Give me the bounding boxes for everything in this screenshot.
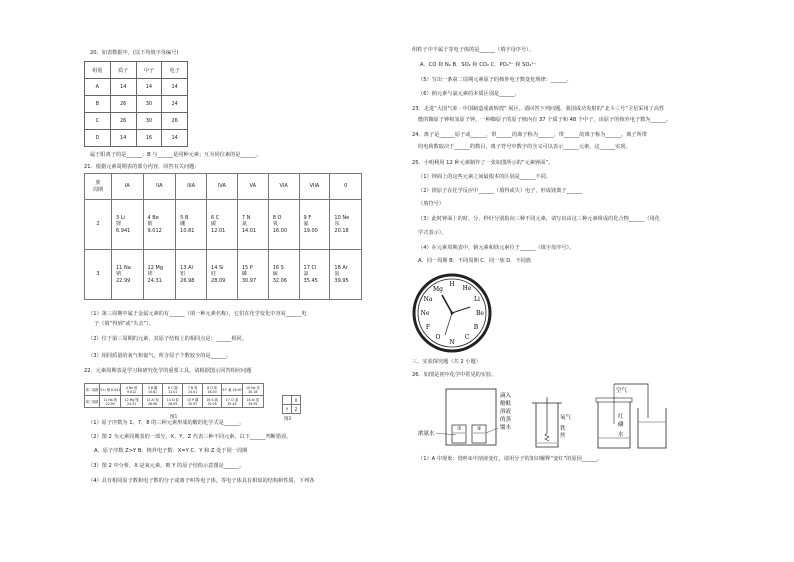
q20-title: 20．如表数据中，(以下均填字母编号) (90, 50, 179, 56)
pt-period-num: 2 (85, 200, 112, 250)
clock-n5: C (464, 334, 470, 341)
element-clock (412, 273, 492, 353)
fig1-element: 18 Ar 氩 39.95 (242, 396, 263, 408)
clock-hour-hand (442, 295, 452, 313)
q23-b: 能的铷原子钟和氢原子钟。一种铷原子的原子核内有 37 个质子和 48 个中子，该原子的核外电子数为______。 (418, 117, 672, 123)
q20-cell: 14 (162, 130, 188, 147)
iron-label: 铁 (560, 426, 566, 432)
fig1-element: 17 Cl 氯 35.45 (222, 396, 242, 408)
pt-element: 10 Ne 氖 20.18 (330, 200, 362, 250)
pt-element: 9 F 氟 19.00 (299, 200, 330, 250)
q22-title: 22．元素周期表是学习和研究化学的重要工具。请根据图示回答相应问题 (84, 368, 252, 374)
water-beaker (638, 408, 666, 448)
q20-cell: 14 (136, 79, 162, 96)
q25-title: 25．小明利用 12 种元素制作了一张如图所示的“元素钟面”。 (412, 160, 554, 166)
pt-element: 7 N 氮 14.01 (237, 200, 268, 250)
q20-cell: 30 (136, 113, 162, 130)
q25-q2: （2）镁原子在化学反应中______（填得或失）电子，形成镁离子______ (418, 188, 583, 194)
q25-q3b: 学式表示）。 (418, 230, 447, 236)
pt-group-head: VIIA (299, 174, 330, 200)
pt-corner-period: 周期 (92, 186, 103, 193)
fig1-element: 15 P 磷 30.97 (183, 396, 202, 408)
fig1-element: 9 F 氟 19.00 (222, 384, 242, 396)
air-label: 空气 (616, 388, 628, 394)
clock-n12: H (449, 281, 455, 288)
q20-cell: 26 (110, 113, 136, 130)
periodic-table-fig1 (84, 383, 264, 408)
fig1-rowhead: 第二周期 (85, 384, 100, 396)
pt-corner-group: 族 (95, 180, 101, 186)
bell-jar (446, 389, 496, 445)
q21-q1: （1）第三周期中属于金属元素的有______（填一种元素名称），它们在化学变化中容易______电 (88, 311, 307, 317)
fig1-element: 12 Mg 镁 24.31 (121, 396, 143, 408)
fig1-element: 5 B 硼 10.81 (142, 384, 162, 396)
pt-element: 4 Be 铍 9.012 (143, 200, 176, 250)
q21-q3: （3）相同质量的氧气和氦气，所含原子个数较少的是______。 (88, 353, 232, 359)
periodic-table (84, 173, 362, 300)
pt-element: 12 Mg 镁 24.31 (143, 250, 176, 300)
r-options: A．CO 和 N₂ B．SO₂ 和 CO₂ C．PO₄³⁻ 和 SO₄²⁻ (420, 62, 537, 68)
label-a3: 溶液 (500, 409, 512, 415)
clock-n7: O (435, 334, 441, 341)
clock-minute-hand (452, 307, 470, 313)
q20-cell: 30 (136, 96, 162, 113)
q25-q1: （1）钟面上的这些元素之间最根本的区别是______不同。 (418, 174, 551, 180)
q20-cell: D (85, 130, 111, 147)
iron-coil (545, 433, 549, 441)
pt-group-head: IIA (143, 174, 176, 200)
fig1-element: 13 Al 铝 26.98 (142, 396, 162, 408)
pt-element: 14 Si 硅 28.09 (207, 250, 238, 300)
xyz-x: X (292, 396, 301, 405)
pt-group-head: VIA (268, 174, 299, 200)
q22-q4: （4）具有相同原子数和电子数的分子或离子叫等电子体，等电子体具有相似的结构和性质，下列各 (88, 478, 315, 484)
clock-center (451, 312, 454, 315)
q22-q2: （2）图 2 为元素周期表的一部分，X、Y、Z 代表三种不同元素，以下______判断错误。 (88, 434, 292, 440)
q20-table (84, 61, 188, 147)
q24-b: 的电荷数取决于______的数目，离子符号中数字的含义可以表示______元素，这______实现。 (418, 144, 631, 150)
experiment-b-diagram (530, 395, 580, 451)
experiment-a-diagram (418, 383, 528, 451)
q20-cell: A (85, 79, 111, 96)
pt-element: 16 S 硫 32.06 (268, 250, 299, 300)
q21-q1b: 子（填“得到”或“失去”）。 (94, 321, 155, 327)
q20-footer: 属于阳离子的是______；B 与______是同种元素；互为同位素的是______。 (90, 152, 262, 158)
beaker-1-label: ① (457, 426, 462, 432)
q25-q4: （4）在元素周期表中，钠元素和镁元素位于______（填字母序号）。 (418, 245, 575, 251)
fig1-element: 10 Ne 氖 20.18 (242, 384, 263, 396)
pt-element: 13 Al 铝 26.98 (176, 250, 207, 300)
fig1-rowhead: 第三周期 (85, 396, 100, 408)
q20-cell: 26 (110, 96, 136, 113)
q26-title: 26．如图是初中化学中常见的实验。 (412, 372, 497, 378)
fig1-element: 3 Li 锂 6.941 (100, 384, 121, 396)
section-3-title: 三、实验探究题（共 2 小题） (412, 359, 481, 365)
fig1-element: 14 Si 硅 28.09 (163, 396, 183, 408)
clock-n11: Mg (433, 286, 443, 293)
conc-ammonia-label: 浓氨水 (418, 431, 435, 437)
q26-q1: （1）A 中现象：烧杯②中溶液变红，请用分子的知识解释“变红”的原因______。 (418, 456, 603, 462)
q20-cell: 14 (162, 79, 188, 96)
pt-group-head: IA (112, 174, 144, 200)
clock-n10: Na (423, 296, 433, 303)
xyz-y: Y (283, 405, 292, 414)
q20-cell: 26 (162, 113, 188, 130)
clock-n3: Be (476, 310, 484, 317)
fig1-element: 4 Be 铍 9.012 (121, 384, 143, 396)
q21-title: 21．根据元素周期表的部分内容，回答有关问题： (84, 164, 200, 170)
clock-n8: F (425, 324, 431, 331)
pt-corner (85, 174, 112, 200)
q20-cell: 16 (136, 130, 162, 147)
q20-header: 中子 (136, 62, 162, 79)
fig1-element: 8 O 氧 16.00 (202, 384, 222, 396)
fig1-label: 图1 (170, 415, 178, 420)
pt-group-head: IIIA (176, 174, 207, 200)
oxygen-label: 氧气 (560, 415, 572, 421)
wire-label: 丝 (560, 433, 566, 439)
label-a4: 的蒸 (500, 417, 512, 423)
clock-n6: N (449, 339, 455, 346)
pt-element: 6 C 碳 12.01 (207, 200, 238, 250)
pt-element: 17 Cl 氯 35.45 (299, 250, 330, 300)
q20-header: 质子 (110, 62, 136, 79)
beaker-2-label: ② (477, 426, 482, 432)
pt-element: 15 P 磷 30.97 (237, 250, 268, 300)
pt-group-head: 0 (330, 174, 362, 200)
fig1-element: 6 C 碳 12.01 (163, 384, 183, 396)
xyz-empty (283, 396, 292, 405)
pt-period-num: 3 (85, 250, 112, 300)
pt-element: 3 Li 锂 6.941 (112, 200, 144, 250)
pt-element: 18 Ar 氩 39.95 (330, 250, 362, 300)
q20-header: 电子 (162, 62, 188, 79)
q22-q3: （3）图 2 中分析，X 是氧元素，则 Y 的原子结构示意图是______。 (88, 463, 245, 469)
fig1-element: 11 Na 钠 22.99 (100, 396, 121, 408)
q20-cell: 14 (110, 79, 136, 96)
xyz-z: Z (292, 405, 301, 414)
red-label: 红 (618, 414, 624, 420)
q22-q2-options: A．原子序数 Z>Y B．核外电子数：X=Y C．Y 和 Z 处于同一周期 (94, 448, 248, 454)
experiment-c-diagram (592, 378, 672, 452)
label-a2: 酚酞 (500, 401, 512, 407)
pt-element: 8 O 氧 16.00 (268, 200, 299, 250)
q25-q2b: （填符号） (418, 201, 444, 207)
q24-a: 24．离子是______原子或______，带______的离子称为______，带______的离子称为______。离子所带 (412, 132, 647, 138)
pt-element: 11 Na 钠 22.99 (112, 250, 144, 300)
clock-n1: He (462, 285, 472, 292)
clock-second-hand (445, 313, 452, 335)
clock-n4: B (473, 324, 479, 331)
label-a1: 滴入 (500, 393, 512, 399)
pt-group-head: VA (237, 174, 268, 200)
fig1-element: 7 N 氮 14.01 (183, 384, 202, 396)
q20-header: 组别 (85, 62, 111, 79)
q20-cell: C (85, 113, 111, 130)
phosphorus-label: 磷 (618, 422, 624, 428)
q25-options: A．同一周期 B．不同周期 C．同一族 D．不同族 (418, 258, 532, 264)
xyz-grid (282, 395, 301, 414)
q22-q1: （1）原子序数为 1、7、8 的三种元素形成的酸的化学式是______。 (88, 420, 245, 426)
q23-a: 23．走进“大国气象 · 中国制造成就辉煌” 展区。请回答下列问题。我国成功发射的“北斗三号”卫星采用了高性 (412, 106, 665, 112)
label-a5: 馏水 (500, 425, 512, 431)
clock-n9: Ne (420, 310, 430, 317)
r-q5: （5）写出一条第二周期元素原子的核外电子数变化规律：______。 (418, 77, 572, 83)
pt-element: 5 B 硼 10.81 (176, 200, 207, 250)
q20-cell: B (85, 96, 111, 113)
water-label: 水 (618, 432, 624, 438)
clock-n2: Li (474, 296, 480, 303)
q20-cell: 14 (110, 130, 136, 147)
r-q6: （6）钠元素与氯元素的本质区别是______。 (418, 91, 520, 97)
pt-group-head: IVA (207, 174, 238, 200)
r-line1: 组粒子中不属于等电子体的是______（填字母序号）。 (412, 47, 534, 53)
q25-q3: （3）此时钟面上的时、分、秒针分别指向三种不同元素，请写出由这三种元素组成的化合物______（用化 (418, 216, 660, 222)
q20-cell: 24 (162, 96, 188, 113)
q21-q2: （2）位于第三周期的元素，其原子结构上的相同点是：______相同。 (88, 336, 247, 342)
fig2-label: 图2 (284, 417, 292, 422)
fig1-element: 16 S 硫 32.06 (202, 396, 222, 408)
